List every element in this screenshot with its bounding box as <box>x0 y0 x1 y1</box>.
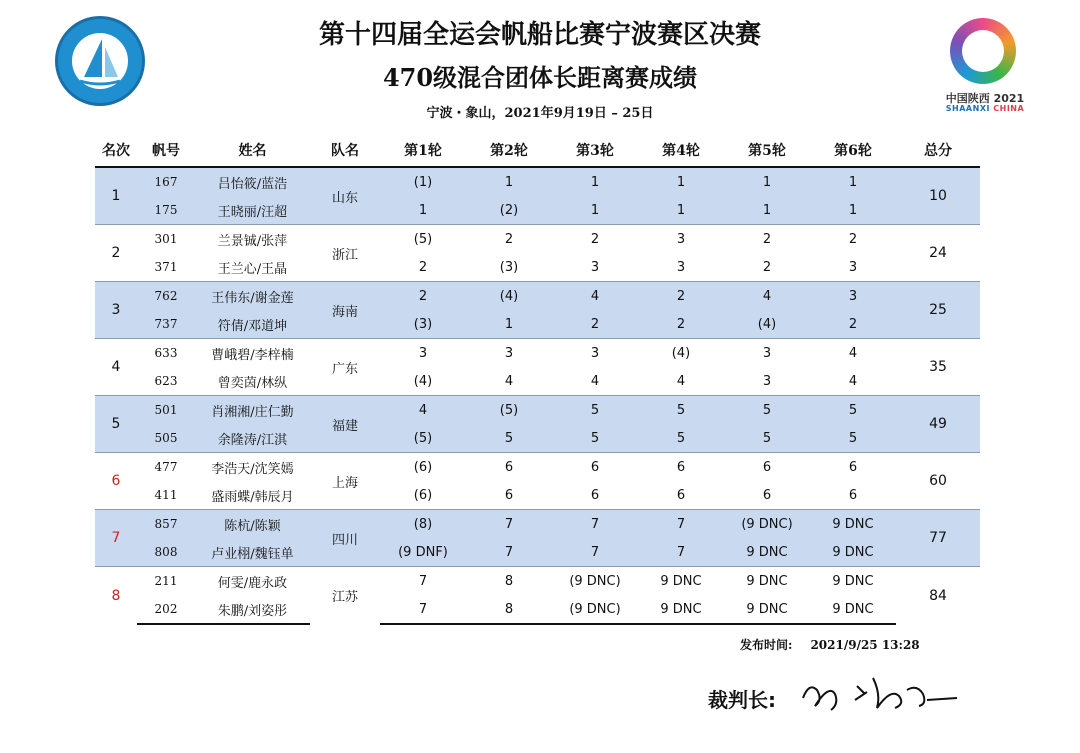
race-3-score-cell: (9 DNC) <box>552 567 638 596</box>
results-table <box>95 134 980 625</box>
table-row <box>95 367 980 396</box>
table-row <box>95 310 980 339</box>
header-race-5: 第5轮 <box>724 134 810 167</box>
race-4-score-cell: 6 <box>638 453 724 482</box>
race-3-score-cell: 5 <box>552 396 638 425</box>
sail-number-cell: 202 <box>137 595 195 624</box>
sail-number-cell: 301 <box>137 225 195 254</box>
header-total: 总分 <box>896 134 980 167</box>
race-1-score-cell: (5) <box>380 225 466 254</box>
sailor-names-cell: 卢业栩/魏钰单 <box>195 538 310 567</box>
race-1-score-cell: (6) <box>413 487 433 503</box>
table-row <box>95 481 980 510</box>
sail-number-cell: 505 <box>137 424 195 453</box>
race-4-score-cell: (4) <box>638 339 724 368</box>
chief-judge-label: 裁判长: <box>708 688 776 712</box>
race-4-score-cell: 9 DNC <box>638 595 724 624</box>
race-5-score-cell: 5 <box>724 396 810 425</box>
race-5-score-cell: 4 <box>724 282 810 311</box>
table-row <box>95 282 980 311</box>
rank-cell: 3 <box>95 282 137 339</box>
signature-handwriting <box>795 664 960 714</box>
race-5-score-cell: 1 <box>724 196 810 225</box>
race-3-score-cell: 2 <box>552 225 638 254</box>
race-5-score-cell: 1 <box>724 167 810 196</box>
total-score-cell: 77 <box>896 510 980 567</box>
race-6-score-cell: 2 <box>810 225 896 254</box>
race-4-score-cell: 3 <box>676 259 686 275</box>
race-4-score-cell: 2 <box>638 282 724 311</box>
race-2-score-cell: 2 <box>466 225 552 254</box>
release-info <box>740 636 920 653</box>
race-6-score-cell: 4 <box>848 373 858 389</box>
race-1-score-cell: (8) <box>380 510 466 539</box>
header-race-1: 第1轮 <box>380 134 466 167</box>
race-4-score-cell: 6 <box>676 487 686 503</box>
sailor-names-cell: 肖湘湘/庄仁勤 <box>195 396 310 425</box>
race-2-score-cell: 8 <box>466 595 552 624</box>
race-6-score-cell: 9 DNC <box>810 538 896 567</box>
race-6-score-cell: 5 <box>810 424 896 453</box>
sail-number-cell: 808 <box>137 538 195 567</box>
table-row <box>95 253 980 282</box>
race-6-score-cell: 6 <box>848 487 858 503</box>
race-2-score-cell: 1 <box>466 310 552 339</box>
race-4-score-cell: 7 <box>638 538 724 567</box>
sailor-names-cell: 陈杭/陈颖 <box>195 510 310 539</box>
race-6-score-cell: 3 <box>848 259 858 275</box>
race-5-score-cell: 6 <box>762 487 772 503</box>
race-3-score-cell: (9 DNC) <box>552 595 638 624</box>
race-1-score-cell: 3 <box>380 339 466 368</box>
sailor-names-cell: 曹峨碧/李梓楠 <box>195 339 310 368</box>
total-score-cell: 25 <box>896 282 980 339</box>
sailor-names-cell: 王伟东/谢金莲 <box>195 282 310 311</box>
table-row <box>95 538 980 567</box>
race-4-score-cell: 4 <box>676 373 686 389</box>
race-6-score-cell: 9 DNC <box>810 595 896 624</box>
race-5-score-cell: 2 <box>724 225 810 254</box>
rank-cell: 6 <box>95 453 137 510</box>
table-row <box>95 225 980 254</box>
sail-number-cell: 737 <box>137 310 195 339</box>
race-1-score-cell: 7 <box>380 595 466 624</box>
race-3-score-cell: 3 <box>552 339 638 368</box>
race-2-score-cell: 4 <box>504 373 514 389</box>
team-cell: 广东 <box>310 339 380 396</box>
race-6-score-cell: 2 <box>810 310 896 339</box>
race-4-score-cell: 9 DNC <box>638 567 724 596</box>
header-names: 姓名 <box>195 134 310 167</box>
games-logo-text: 中国陕西 2021 <box>945 92 1025 105</box>
team-cell: 四川 <box>310 510 380 567</box>
race-6-score-cell: 9 DNC <box>810 510 896 539</box>
rank-cell: 1 <box>95 167 137 225</box>
race-1-score-cell: (9 DNF) <box>380 538 466 567</box>
table-row <box>95 510 980 539</box>
race-1-score-cell: 2 <box>418 259 428 275</box>
race-1-score-cell: (4) <box>413 373 433 389</box>
header-rank: 名次 <box>95 134 137 167</box>
total-score-cell: 84 <box>896 567 980 625</box>
race-6-score-cell: 6 <box>810 453 896 482</box>
sail-number-cell: 623 <box>154 374 178 388</box>
location-date: 宁波・象山，2021年9月19日 – 25日 <box>426 106 654 121</box>
sailor-names-cell: 符倩/邓道坤 <box>195 310 310 339</box>
table-row <box>95 396 980 425</box>
race-5-score-cell: (9 DNC) <box>724 510 810 539</box>
race-3-score-cell: 4 <box>590 373 600 389</box>
team-cell: 上海 <box>310 453 380 510</box>
race-5-score-cell: 5 <box>724 424 810 453</box>
results-body <box>95 167 980 624</box>
race-5-score-cell: 3 <box>762 373 772 389</box>
header-sail: 帆号 <box>137 134 195 167</box>
page-title: 第十四届全运会帆船比赛宁波赛区决赛 <box>318 20 761 50</box>
sailor-names-cell: 兰景铖/张萍 <box>195 225 310 254</box>
rank-cell: 5 <box>95 396 137 453</box>
sail-number-cell: 175 <box>137 196 195 225</box>
race-4-score-cell: 1 <box>638 196 724 225</box>
race-4-score-cell: 7 <box>638 510 724 539</box>
race-2-score-cell: 6 <box>504 487 514 503</box>
race-5-score-cell: 9 DNC <box>724 538 810 567</box>
race-2-score-cell: 7 <box>466 538 552 567</box>
total-score-cell: 49 <box>896 396 980 453</box>
rank-cell: 8 <box>95 567 137 625</box>
sailor-names-cell: 朱鹏/刘姿彤 <box>195 595 310 624</box>
table-row <box>95 567 980 596</box>
race-3-score-cell: 2 <box>552 310 638 339</box>
race-6-score-cell: 9 DNC <box>810 567 896 596</box>
race-1-score-cell: 2 <box>380 282 466 311</box>
race-2-score-cell: (4) <box>466 282 552 311</box>
games-logo-subtext: SHAANXI CHINA <box>945 104 1025 113</box>
race-4-score-cell: 1 <box>638 167 724 196</box>
race-6-score-cell: 5 <box>810 396 896 425</box>
race-2-score-cell: 3 <box>466 339 552 368</box>
sail-number-cell: 501 <box>137 396 195 425</box>
race-1-score-cell: (5) <box>380 424 466 453</box>
race-5-score-cell: 6 <box>724 453 810 482</box>
sail-number-cell: 211 <box>137 567 195 596</box>
team-cell: 海南 <box>310 282 380 339</box>
race-5-score-cell: 9 DNC <box>724 595 810 624</box>
race-2-score-cell: 8 <box>466 567 552 596</box>
race-3-score-cell: 1 <box>552 167 638 196</box>
sailor-names-cell: 吕怡筱/蓝浩 <box>195 167 310 196</box>
table-row <box>95 196 980 225</box>
race-2-score-cell: 6 <box>466 453 552 482</box>
race-4-score-cell: 5 <box>638 424 724 453</box>
race-1-score-cell: (1) <box>380 167 466 196</box>
header-race-3: 第3轮 <box>552 134 638 167</box>
sail-number-cell: 477 <box>137 453 195 482</box>
release-time: 2021/9/25 13:28 <box>810 638 920 652</box>
sailor-names-cell: 曾奕茵/林纵 <box>217 375 288 391</box>
race-1-score-cell: 1 <box>380 196 466 225</box>
rank-cell: 7 <box>95 510 137 567</box>
page-subtitle-event: 470级混合团体长距离赛成绩 <box>382 63 698 92</box>
header-race-6: 第6轮 <box>810 134 896 167</box>
total-score-cell: 10 <box>896 167 980 225</box>
table-row <box>95 167 980 196</box>
table-row <box>95 595 980 624</box>
race-2-score-cell: (3) <box>499 259 519 275</box>
race-4-score-cell: 2 <box>638 310 724 339</box>
sail-number-cell: 167 <box>137 167 195 196</box>
race-1-score-cell: 7 <box>380 567 466 596</box>
race-6-score-cell: 3 <box>810 282 896 311</box>
race-3-score-cell: 6 <box>590 487 600 503</box>
header-race-2: 第2轮 <box>466 134 552 167</box>
sailor-names-cell: 何雯/鹿永政 <box>195 567 310 596</box>
race-1-score-cell: 4 <box>380 396 466 425</box>
total-score-cell: 60 <box>896 453 980 510</box>
race-4-score-cell: 3 <box>638 225 724 254</box>
team-cell: 江苏 <box>310 567 380 625</box>
team-cell: 浙江 <box>310 225 380 282</box>
race-3-score-cell: 5 <box>552 424 638 453</box>
sail-number-cell: 371 <box>154 260 178 274</box>
release-label: 发布时间: <box>740 638 793 652</box>
table-row <box>95 339 980 368</box>
team-cell: 山东 <box>310 167 380 225</box>
sailor-names-cell: 李浩天/沈笑嫣 <box>195 453 310 482</box>
race-5-score-cell: 9 DNC <box>724 567 810 596</box>
race-2-score-cell: (5) <box>466 396 552 425</box>
sail-number-cell: 857 <box>137 510 195 539</box>
race-5-score-cell: 2 <box>762 259 772 275</box>
sailor-names-cell: 王兰心/王晶 <box>217 261 288 277</box>
race-3-score-cell: 7 <box>552 538 638 567</box>
header-row <box>95 134 980 167</box>
total-score-cell: 24 <box>896 225 980 282</box>
race-1-score-cell: (3) <box>380 310 466 339</box>
race-3-score-cell: 7 <box>552 510 638 539</box>
race-6-score-cell: 1 <box>810 167 896 196</box>
sail-number-cell: 411 <box>154 488 178 502</box>
header-race-4: 第4轮 <box>638 134 724 167</box>
total-score-cell: 35 <box>896 339 980 396</box>
rank-cell: 4 <box>95 339 137 396</box>
race-2-score-cell: 7 <box>466 510 552 539</box>
sailor-names-cell: 余隆涛/江淇 <box>195 424 310 453</box>
race-3-score-cell: 1 <box>552 196 638 225</box>
race-2-score-cell: (2) <box>466 196 552 225</box>
sail-number-cell: 762 <box>137 282 195 311</box>
table-row <box>95 453 980 482</box>
race-2-score-cell: 1 <box>466 167 552 196</box>
rank-cell: 2 <box>95 225 137 282</box>
race-1-score-cell: (6) <box>380 453 466 482</box>
sailor-names-cell: 盛雨蝶/韩辰月 <box>211 489 294 505</box>
race-2-score-cell: 5 <box>466 424 552 453</box>
sailor-names-cell: 王晓丽/汪超 <box>195 196 310 225</box>
race-3-score-cell: 4 <box>552 282 638 311</box>
race-3-score-cell: 3 <box>590 259 600 275</box>
race-3-score-cell: 6 <box>552 453 638 482</box>
sail-number-cell: 633 <box>137 339 195 368</box>
race-4-score-cell: 5 <box>638 396 724 425</box>
header-team: 队名 <box>310 134 380 167</box>
table-row <box>95 424 980 453</box>
race-5-score-cell: 3 <box>724 339 810 368</box>
race-6-score-cell: 4 <box>810 339 896 368</box>
race-5-score-cell: (4) <box>724 310 810 339</box>
race-6-score-cell: 1 <box>810 196 896 225</box>
team-cell: 福建 <box>310 396 380 453</box>
